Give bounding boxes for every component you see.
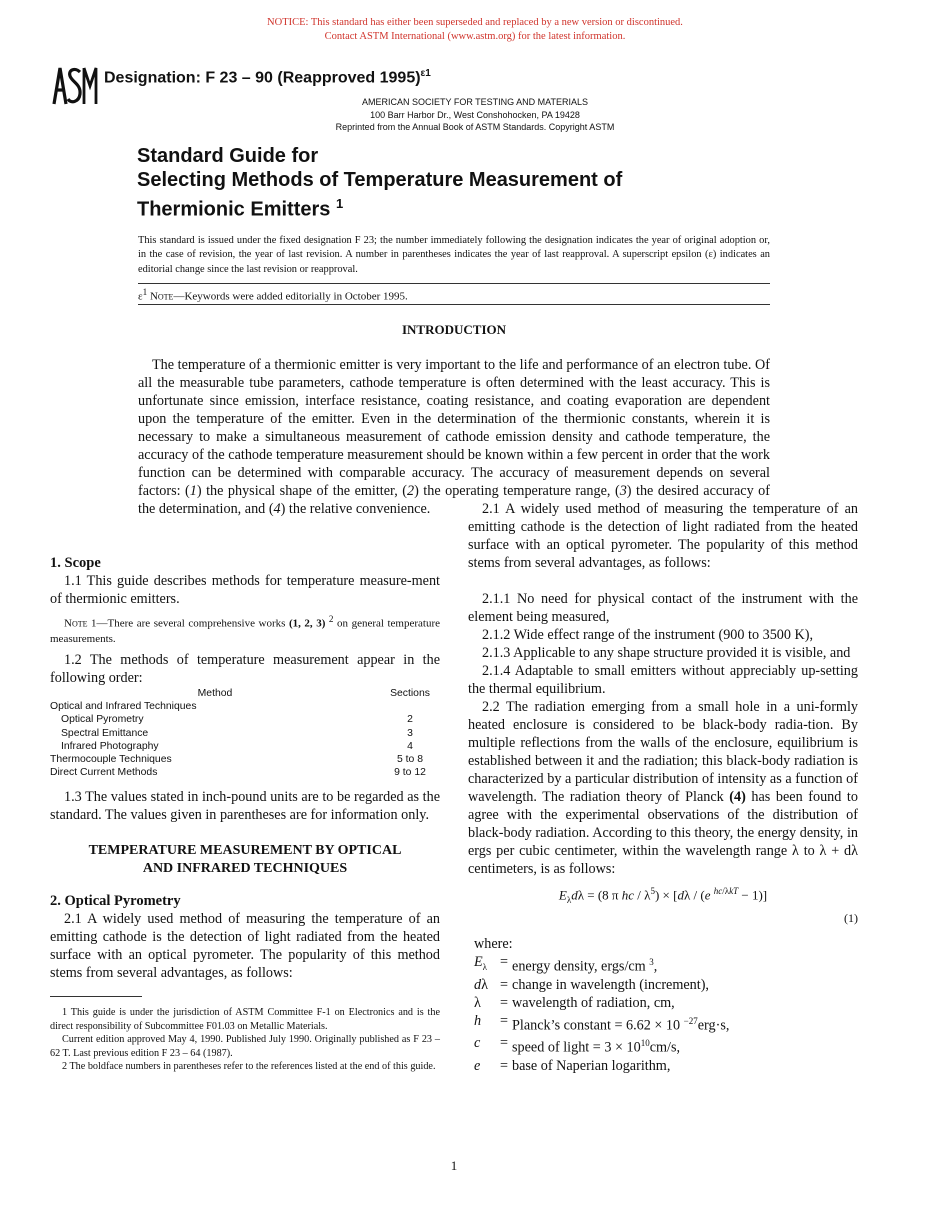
optical-2-2: 2.2 The radiation emerging from a small hole in a uni-formly heated enclosure is considered to be black-body radia-tion. By multiple reflections from the walls of the enclosure, equilibrium is established between it and the radiation; this black-body radiation is characterized by a particular distribution of intensity as a function of wavelength. The radiation theory of Planck (4) has been found to agree with the experimental observations of the distribution of black-body radiation. According to this theory, the energy density, in ergs per cubic centimeter, within the wavelength range λ to λ + dλ centimeters, is as follows: <box>468 699 858 877</box>
title-line-1: Standard Guide for <box>137 145 319 167</box>
society-address: 100 Barr Harbor Dr., West Conshohocken, PA 19428 <box>370 109 580 120</box>
society-block <box>0 96 950 134</box>
list-item: e = base of Naperian logarithm, <box>474 1058 671 1075</box>
society-name: AMERICAN SOCIETY FOR TESTING AND MATERIALS <box>361 97 589 107</box>
left-column <box>50 554 441 981</box>
scope-1-3: 1.3 The values stated in inch-pound units are to be regarded as the standard. The values given in parentheses are for information only. <box>50 788 440 823</box>
scope-heading: 1. Scope <box>50 555 101 571</box>
variable-list <box>474 953 733 1075</box>
society-copyright: Reprinted from the Annual Book of ASTM Standards. Copyright ASTM <box>335 122 615 132</box>
methods-table-header-method: Method <box>197 687 233 699</box>
epsilon-note-label: Note <box>149 290 174 303</box>
epsilon-symbol: ε <box>138 290 143 303</box>
optical-2-1-continued: 2.1 A widely used method of measuring the temperature of an emitting cathode is the detection of light radiated from the heated surface with an optical pyrometer. The popularity of this method stems from several advantages, as follows: <box>468 501 858 571</box>
table-row: Infrared Photography 4 <box>61 740 413 752</box>
where-label: where: <box>474 935 513 952</box>
supersede-notice <box>0 16 950 44</box>
optical-2-1: 2.1 A widely used method of measuring the temperature of an emitting cathode is the detection of light radiated from the heated surface with an optical pyrometer. The popularity of this method stems from several advantages, as follows: <box>50 910 440 981</box>
scope-1-1: 1.1 This guide describes methods for temperature measure-ment of thermionic emitters. <box>50 573 440 607</box>
notice-line-2: Contact ASTM International (www.astm.org) for the latest information. <box>324 31 626 42</box>
table-row: Direct Current Methods 9 to 12 <box>50 767 426 779</box>
designation <box>104 68 431 87</box>
methods-table-header-sections: Sections <box>390 687 430 699</box>
footnotes <box>50 1006 440 1074</box>
document-title <box>137 144 837 222</box>
right-column <box>468 501 858 1075</box>
optical-heading: 2. Optical Pyrometry <box>50 892 181 909</box>
page-number: 1 <box>450 1158 458 1173</box>
list-item: c = speed of light = $3 \times 10^{10}cm/s$, <box>474 1035 681 1057</box>
divider-bottom <box>138 304 770 305</box>
list-item: h = Planck’s constant = 6.62 × 10 $^{-27}$erg·s, <box>474 1012 730 1034</box>
footnote-2: 2 The boldface numbers in parentheses refer to the references listed at the end of this guide. <box>62 1061 436 1072</box>
scope-1-2: 1.2 The methods of temperature measurement appear in the following order: <box>50 651 440 686</box>
notice-line-1: NOTICE: This standard has either been superseded and replaced by a new version or discontinued. <box>267 17 683 28</box>
table-row: Optical and Infrared Techniques <box>50 700 197 712</box>
footnote-rule <box>50 996 142 997</box>
divider-top <box>138 283 770 284</box>
footnote-1: 1 This guide is under the jurisdiction of ASTM Committee F-1 on Electronics and is the direct responsibility of Subcommittee F01.03 on Metallic Materials. <box>50 1007 440 1032</box>
list-item: $E_\lambda$ = energy density, ergs/cm $^3$, <box>474 953 658 975</box>
designation-epsilon: ε1 <box>420 68 431 79</box>
table-row: Thermocouple Techniques 5 to 8 <box>50 754 423 766</box>
issue-statement: This standard is issued under the fixed designation F 23; the number immediately following the designation indicates the year of original adoption or, in the case of revision, the year of last revision. A number in parentheses indicates the year of last reapproval. A superscript epsilon (ε) indicates an editorial change since the last revision or reapproval. <box>138 235 770 275</box>
title-line-2: Selecting Methods of Temperature Measurement of <box>137 169 623 191</box>
epsilon-note-text: —Keywords were added editorially in October 1995. <box>173 290 408 303</box>
epsilon-note <box>138 287 408 303</box>
optical-2-1-3: 2.1.3 Applicable to any shape structure provided it is visible, and <box>482 645 851 661</box>
optical-2-1-4: 2.1.4 Adaptable to small emitters without appreciably up-setting the thermal equilibrium. <box>468 663 858 697</box>
optical-2-1-1: 2.1.1 No need for physical contact of the instrument with the element being measured, <box>468 591 858 625</box>
list-item: dλ = change in wavelength (increment), <box>474 976 709 993</box>
introduction-paragraph: The temperature of a thermionic emitter is very important to the life and performance of an electron tube. Of all the measurable tube parameters, cathode temperature is often determined with the least accuracy. This is unfortunate since emission, interface resistance, coating resistance, and coating evaporation are dependent upon the temperature of the emitter. Even in the determination of the thermionic constants, wherein it is necessary to make a simultaneous measurement of cathode emission density and cathode temperature, the accuracy of the cathode temperature measurement should be known within a few percent in order that the work function can be determined with comparable accuracy. The accuracy of measurement depends on several factors: (1) the physical shape of the emitter, (2) the operating temperature range, (3) the desired accuracy of the determination, and (4) the relative convenience. <box>138 357 770 517</box>
methods-table <box>50 687 440 780</box>
optical-2-1-2: 2.1.2 Wide effect range of the instrument (900 to 3500 K), <box>482 627 814 643</box>
introduction-heading: INTRODUCTION <box>401 322 506 337</box>
list-item: λ = wavelength of radiation, cm, <box>474 994 675 1011</box>
title-footnote-ref: 1 <box>335 196 344 211</box>
table-row: Spectral Emittance 3 <box>61 727 413 739</box>
table-row: Optical Pyrometry 2 <box>61 714 413 726</box>
footnote-1b: Current edition approved May 4, 1990. Published July 1990. Originally published as F 23 – 62 T. Last previous edition F 23 – 64 (1987). <box>50 1034 440 1059</box>
equation-number: (1) <box>844 910 858 925</box>
technique-heading: TEMPERATURE MEASUREMENT BY OPTICAL AND INFRARED TECHNIQUES <box>88 842 402 876</box>
equation-1: $E_\lambda d\lambda = (8$ π hc / $\lambda^5) \times [d\lambda / (e$ $^{hc/\lambda kT}$ − 1)] <box>558 886 768 905</box>
scope-note-1: Note 1—There are several comprehensive works (1, 2, 3) $^2$ on general temperature measurements. <box>50 614 441 645</box>
epsilon-sup: 1 <box>142 287 148 297</box>
title-line-3: Thermionic Emitters <box>137 198 331 221</box>
designation-text: Designation: F 23 – 90 (Reapproved 1995) <box>104 69 421 87</box>
